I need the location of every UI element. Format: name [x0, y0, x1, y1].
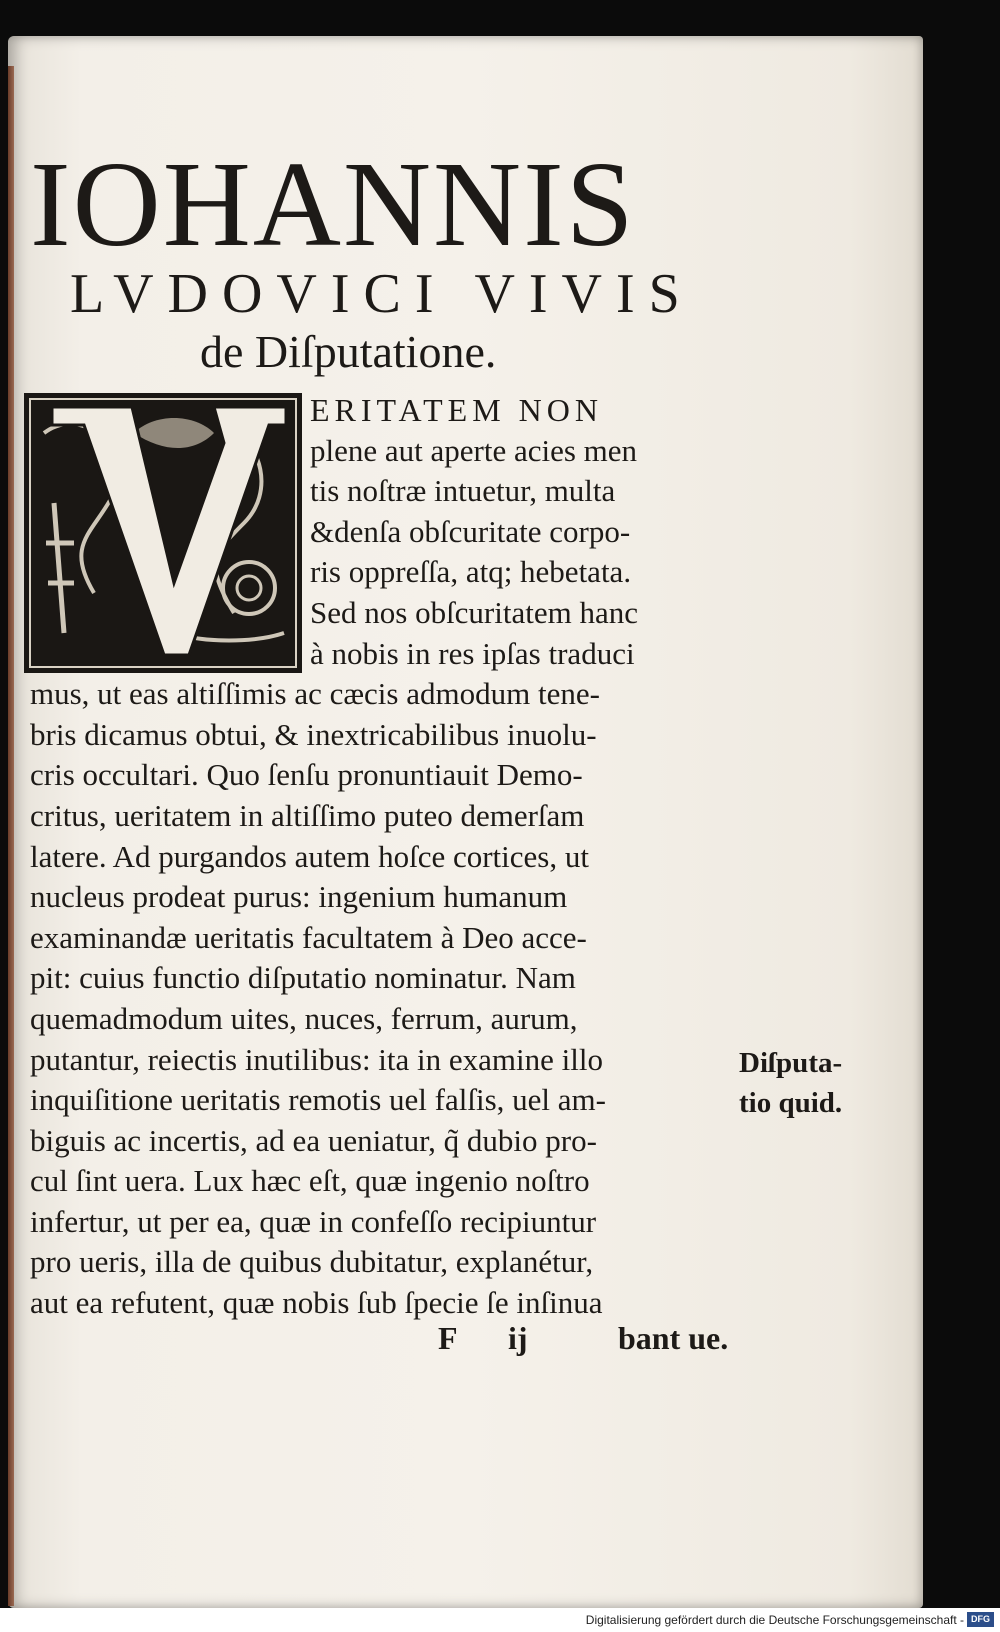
body-line: putantur, reiectis inutilibus: ita in examine illo: [30, 1041, 604, 1077]
body-line: cris occultari. Quo ſenſu pronuntiauit Demo-: [30, 757, 583, 793]
body-line: plene aut aperte acies men: [310, 432, 638, 468]
body-line: pit: cuius functio diſputatio nominatur. Nam: [30, 960, 576, 996]
footer-credit: Digitalisierung gefördert durch die Deutsche Forschungsgemeinschaft -: [585, 1613, 964, 1627]
body-line: biguis ac incertis, ad ea ueniatur, q̃ dubio pro-: [30, 1122, 597, 1158]
body-line: inquiſitione ueritatis remotis uel falſis, uel am-: [30, 1082, 606, 1118]
body-line: &denſa obſcuritate corpo-: [310, 513, 631, 549]
body-line: latere. Ad purgandos autem hoſce cortices, ut: [30, 838, 589, 874]
body-line: critus, ueritatem in altiſſimo puteo demerſam: [30, 797, 585, 833]
body-line: ERITATEM NON: [310, 392, 603, 428]
marginal-note-line: Diſputa-: [739, 1047, 843, 1079]
body-line: tis noſtræ intuetur, multa: [310, 473, 616, 509]
page-binding-edge: [8, 66, 14, 1606]
body-line: bris dicamus obtui, & inextricabilibus inuolu-: [30, 716, 597, 752]
marginal-note-line: tio quid.: [739, 1087, 843, 1119]
title-line-3: de Diſputatione.: [200, 326, 497, 377]
body-text: [30, 390, 730, 1324]
title-line-1: IOHANNIS: [30, 137, 636, 272]
body-line: examinandæ ueritatis facultatem à Deo acce-: [30, 919, 587, 955]
body-line: nucleus prodeat purus: ingenium humanum: [30, 879, 568, 915]
signature-mark: F: [438, 1320, 458, 1356]
catchword: bant ue.: [618, 1320, 729, 1356]
body-line: à nobis in res ipſas traduci: [310, 635, 635, 671]
body-line: Sed nos obſcuritatem hanc: [310, 594, 638, 630]
dfg-logo-icon: DFG: [967, 1612, 994, 1627]
body-line: infertur, ut per ea, quæ in confeſſo recipiuntur: [30, 1203, 597, 1239]
body-line: ris oppreſſa, atq; hebetata.: [310, 554, 632, 590]
footer-bar: [0, 1608, 1000, 1632]
body-line: aut ea refutent, quæ nobis ſub ſpecie ſe inſinua: [30, 1285, 603, 1321]
body-line: quemadmodum uites, nuces, ferrum, aurum,: [30, 1000, 578, 1036]
body-line: pro ueris, illa de quibus dubitatur, explanétur,: [30, 1244, 594, 1280]
body-line: cul ſint uera. Lux hæc eſt, quæ ingenio noſtro: [30, 1163, 590, 1199]
marginal-note: [739, 1043, 889, 1123]
title-line-2: LVDOVICI VIVIS: [70, 263, 694, 325]
body-line: mus, ut eas altiſſimis ac cæcis admodum tene-: [30, 676, 600, 712]
signature-mark-number: ij: [508, 1320, 528, 1356]
